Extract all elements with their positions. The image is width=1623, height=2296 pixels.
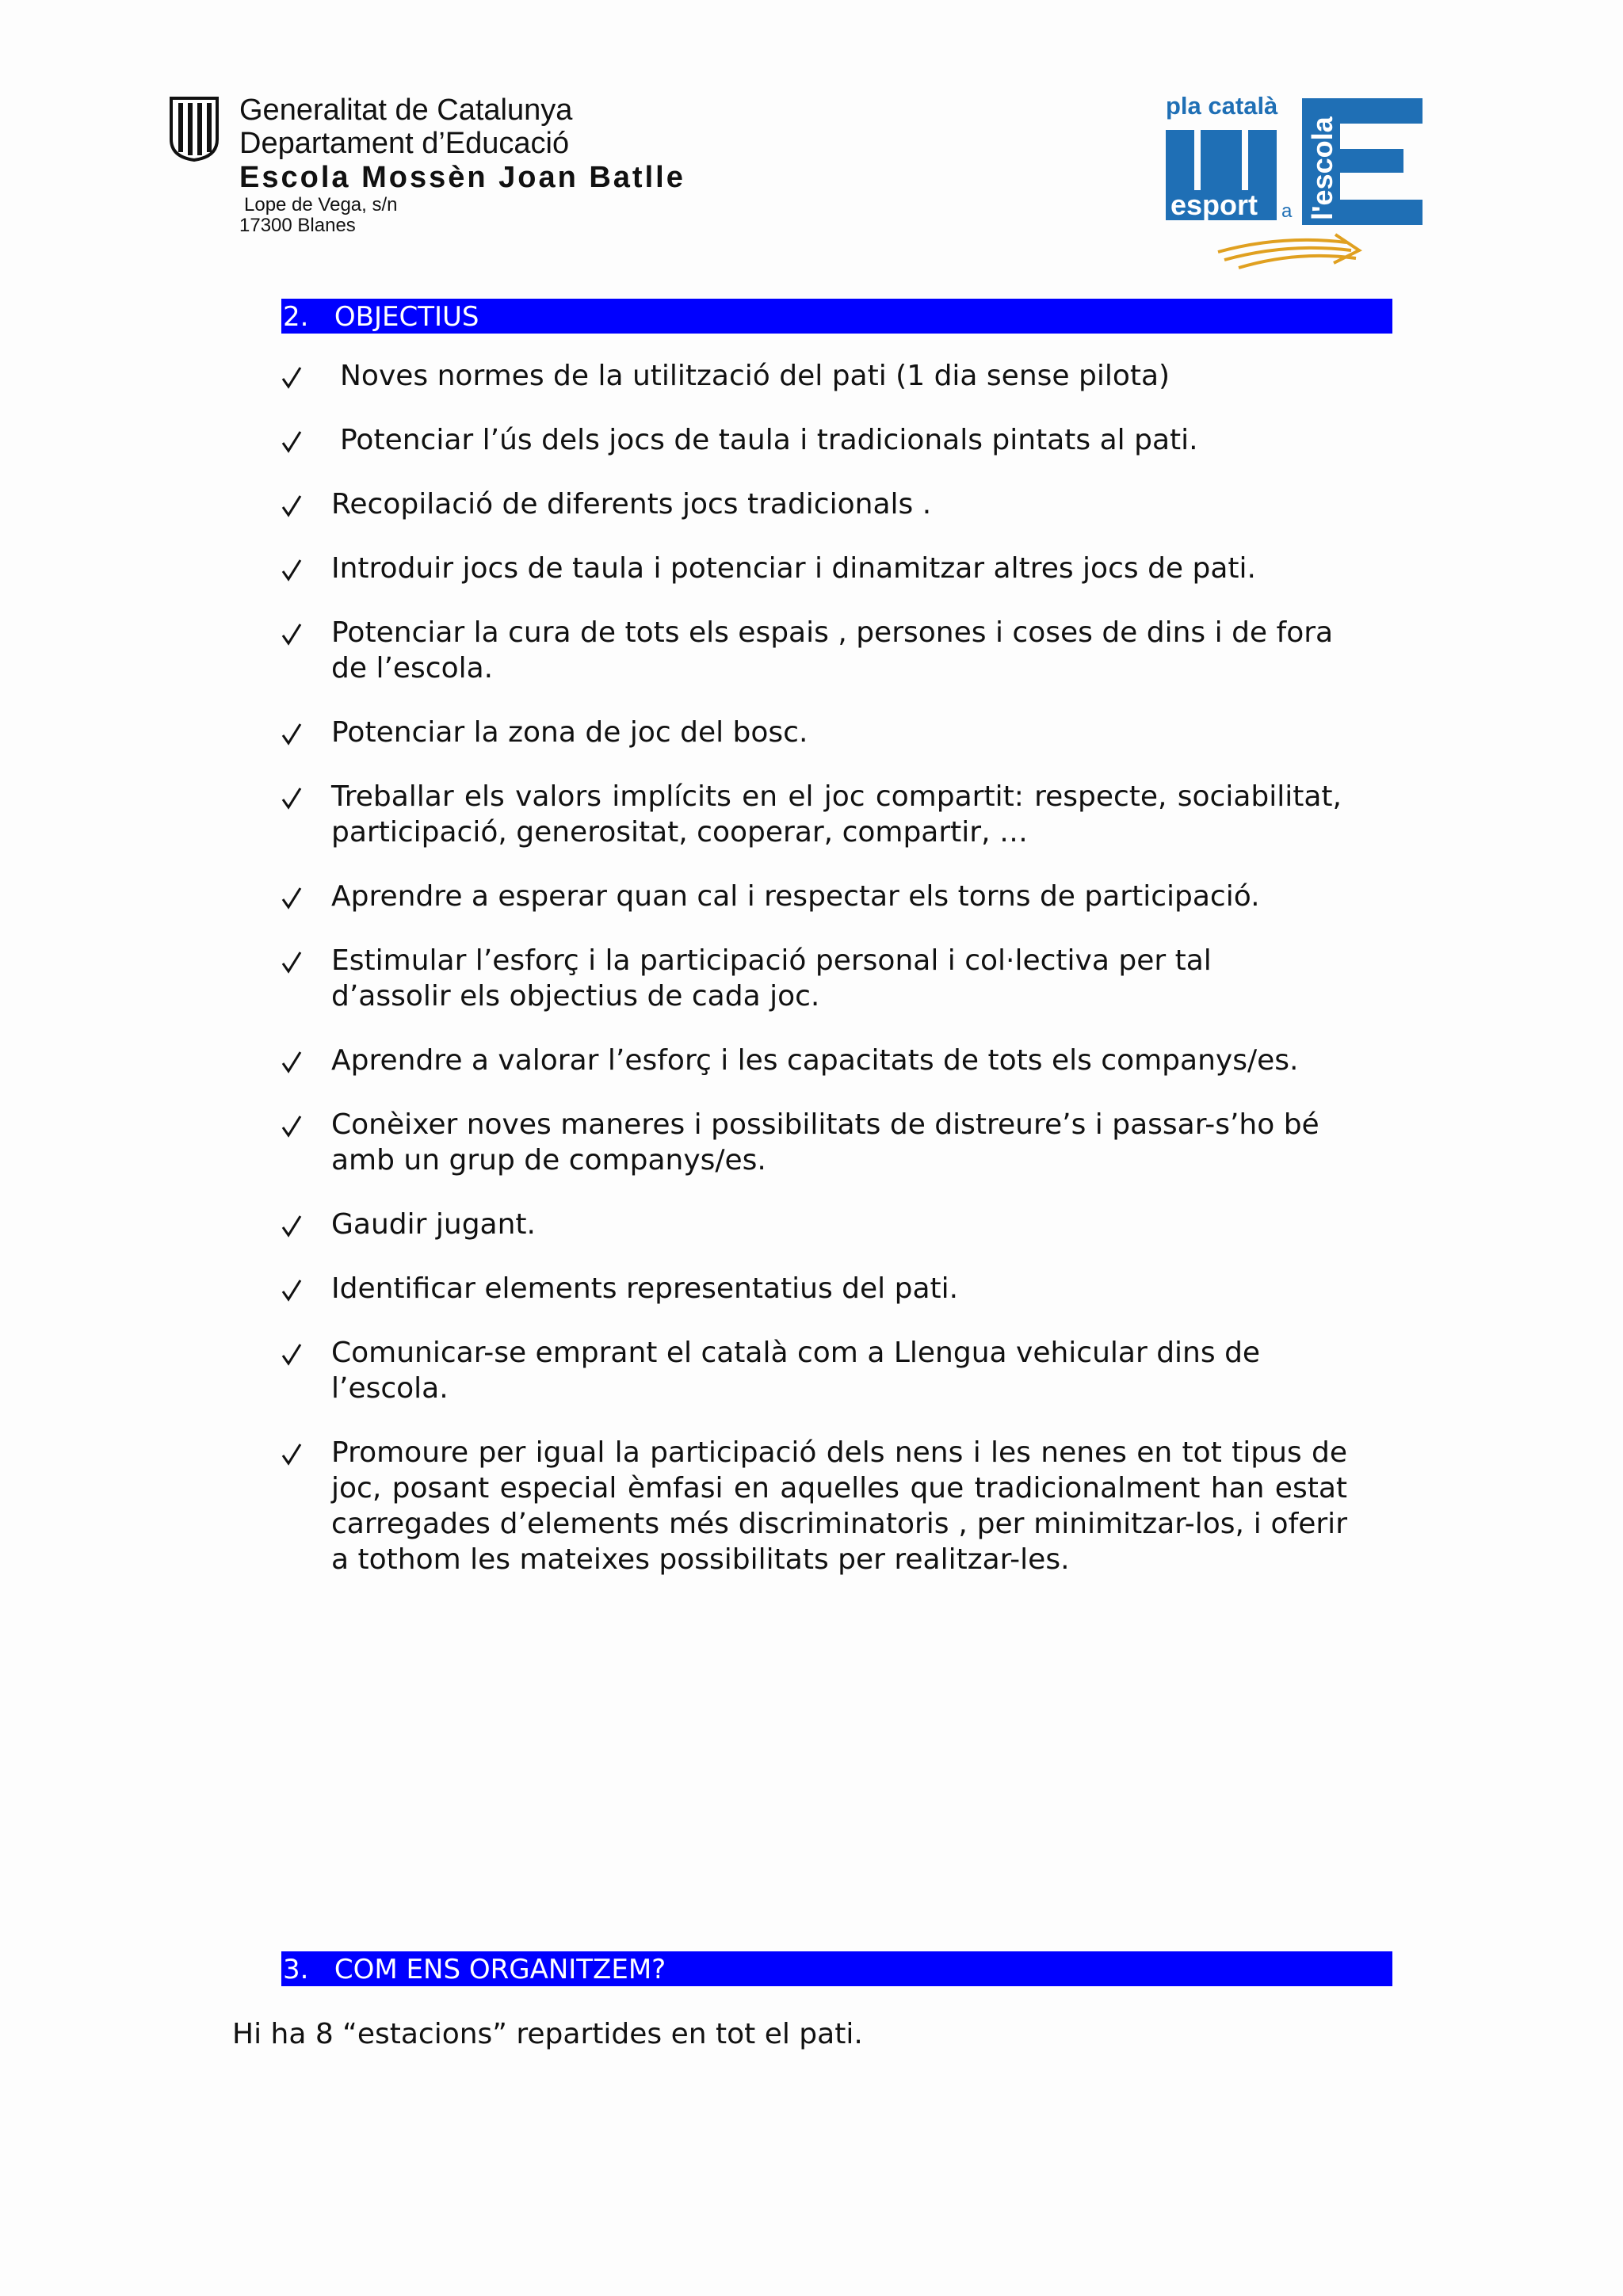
list-item: Identificar elements representatius del pati. [281, 1271, 1351, 1306]
logo-top-text: pla català [1166, 93, 1278, 120]
list-item: Aprendre a valorar l’esforç i les capacitats de tots els companys/es. [281, 1043, 1351, 1078]
list-item: Conèixer noves maneres i possibilitats de distreure’s i passar-s’ho bé amb un grup de companys/es. [281, 1107, 1351, 1178]
department-name: Departament d’Educació [239, 127, 570, 160]
checkmark-icon [281, 1051, 302, 1074]
page-header [166, 93, 1419, 276]
list-item: Promoure per igual la participació dels nens i les nenes en tot tipus de joc, posant especial èmfasi en aquelles que tradicionalment han estat carregades d’elements més discriminatoris , per minimitzar-los, i oferir a tothom les mateixes possibilitats per realitzar-les. [281, 1435, 1351, 1577]
list-item: Gaudir jugant. [281, 1207, 1351, 1242]
checkmark-icon [281, 1215, 302, 1238]
section-title: COM ENS ORGANITZEM? [334, 1954, 666, 1985]
list-item: Introduir jocs de taula i potenciar i dinamitzar altres jocs de pati. [281, 551, 1351, 586]
list-item: Potenciar la zona de joc del bosc. [281, 715, 1351, 750]
checkmark-icon [281, 787, 302, 810]
checkmark-icon [281, 887, 302, 910]
checkmark-icon [281, 494, 302, 518]
section-title: OBJECTIUS [334, 301, 479, 333]
checkmark-icon [281, 366, 302, 390]
checkmark-icon [281, 1115, 302, 1138]
address-city: 17300 Blanes [239, 215, 356, 236]
checkmark-icon [281, 1443, 302, 1466]
logo-side-text: l'escola [1306, 116, 1338, 220]
logo-connector-text: a [1281, 200, 1293, 222]
checkmark-icon [281, 951, 302, 974]
logo-bottom-text: esport [1170, 189, 1258, 221]
section-number: 2. [283, 301, 309, 333]
section-number: 3. [283, 1954, 309, 1985]
section-heading-objectius [281, 299, 1392, 334]
generalitat-emblem-icon [166, 95, 222, 162]
checkmark-icon [281, 430, 302, 454]
list-item: Treballar els valors implícits en el joc compartit: respecte, sociabilitat, participació, generositat, cooperar, compartir, … [281, 779, 1351, 850]
checkmark-icon [281, 1279, 302, 1302]
school-name: Escola Mossèn Joan Batlle [239, 161, 685, 194]
checkmark-icon [281, 1343, 302, 1367]
list-item: Estimular l’esforç i la participació personal i col·lectiva per tal d’assolir els objectius de cada joc. [281, 943, 1351, 1014]
section-heading-organization [281, 1951, 1392, 1986]
list-item: Potenciar l’ús dels jocs de taula i tradicionals pintats al pati. [281, 422, 1351, 458]
list-item: Potenciar la cura de tots els espais , persones i coses de dins i de fora de l’escola. [281, 615, 1351, 686]
checkmark-icon [281, 559, 302, 582]
list-item: Comunicar-se emprant el català com a Llengua vehicular dins de l’escola. [281, 1335, 1351, 1406]
list-item: Noves normes de la utilització del pati (1 dia sense pilota) [281, 358, 1351, 394]
organization-text: Hi ha 8 “estacions” repartides en tot el pati. [232, 2018, 863, 2050]
checkmark-icon [281, 623, 302, 646]
org-name: Generalitat de Catalunya [239, 93, 573, 127]
objectives-list [281, 358, 1351, 1577]
address-street: Lope de Vega, s/n [244, 194, 398, 215]
list-item: Recopilació de diferents jocs tradicionals . [281, 486, 1351, 522]
organization-block [239, 93, 685, 236]
checkmark-icon [281, 723, 302, 746]
esport-escola-logo [1163, 93, 1424, 276]
list-item: Aprendre a esperar quan cal i respectar els torns de participació. [281, 879, 1351, 914]
